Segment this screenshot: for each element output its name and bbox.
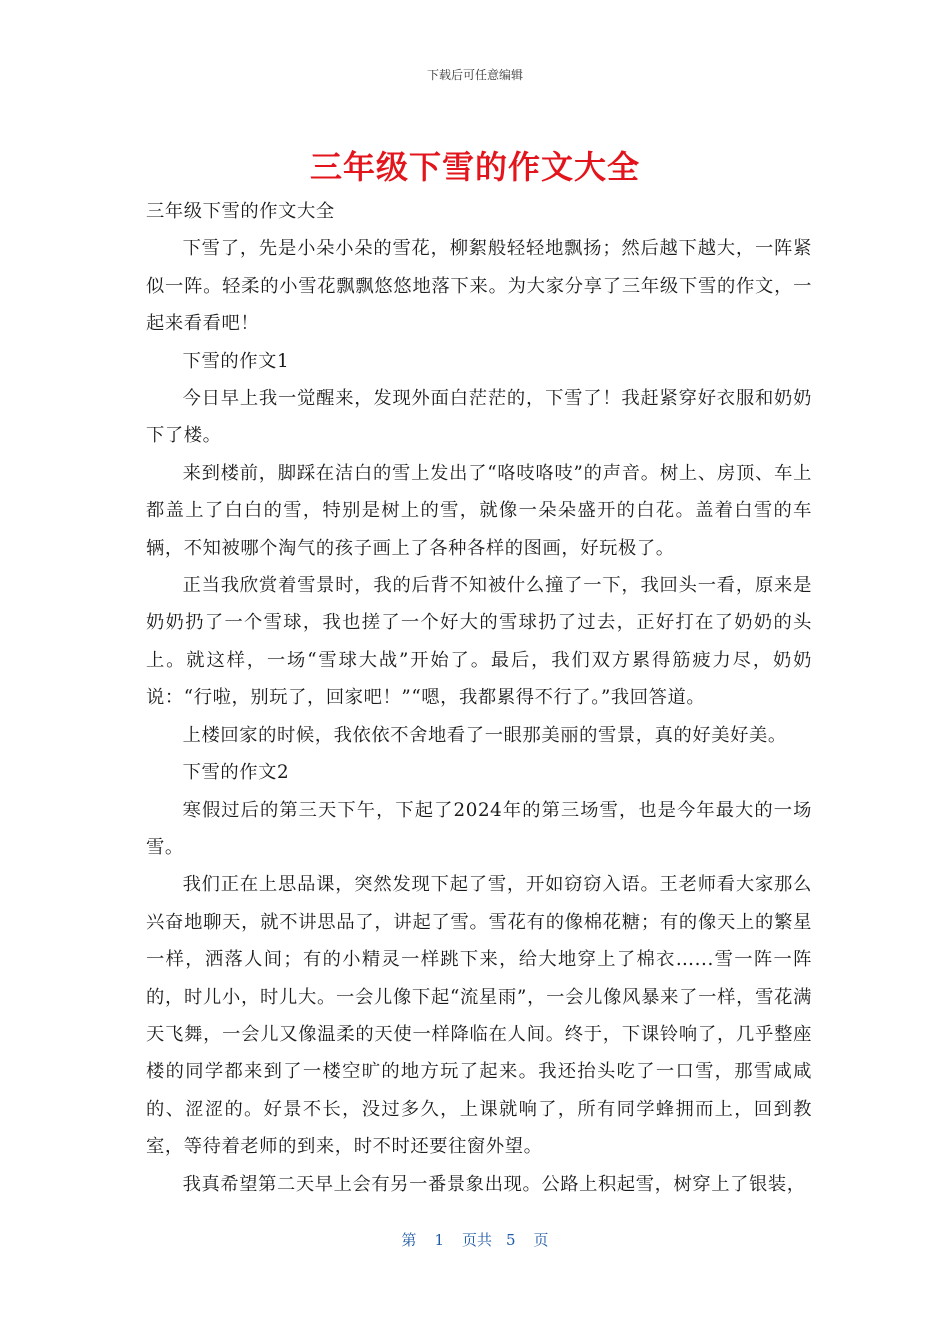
document-body (146, 193, 812, 1203)
section-heading-2: 下雪的作文2 (182, 762, 290, 784)
footer-suffix: 页 (533, 1231, 549, 1249)
body-paragraph: 正当我欣赏着雪景时，我的后背不知被什么撞了一下，我回头一看，原来是奶奶扔了一个雪球，我也搓了一个好大的雪球扔了过去，正好打在了奶奶的头上。就这样，一场“雪球大战”开始了。最后，我们双方累得筋疲力尽，奶奶说：“行啦，别玩了，回家吧！”“嗯，我都累得不行了。”我回答道。 (146, 575, 812, 709)
section-heading-1: 下雪的作文1 (182, 350, 290, 372)
document-title: 三年级下雪的作文大全 (309, 148, 640, 186)
intro-paragraph: 下雪了，先是小朵小朵的雪花，柳絮般轻轻地飘扬；然后越下越大，一阵紧似一阵。轻柔的小雪花飘飘悠悠地落下来。为大家分享了三年级下雪的作文，一起来看看吧！ (146, 238, 812, 335)
body-paragraph: 我真希望第二天早上会有另一番景象出现。公路上积起雪，树穿上了银装， (182, 1173, 806, 1195)
footer-middle: 页共 (461, 1231, 492, 1249)
footer-prefix: 第 (401, 1231, 417, 1249)
header-note: 下载后可任意编辑 (426, 68, 523, 82)
footer-page-number: 1 (434, 1231, 444, 1249)
body-paragraph: 上楼回家的时候，我依依不舍地看了一眼那美丽的雪景，真的好美好美。 (182, 724, 787, 746)
footer-total-pages: 5 (506, 1231, 516, 1249)
body-paragraph: 今日早上我一觉醒来，发现外面白茫茫的，下雪了！我赶紧穿好衣服和奶奶下了楼。 (146, 388, 812, 447)
body-paragraph: 我们正在上思品课，突然发现下起了雪，开如窃窃入语。王老师看大家那么兴奋地聊天，就不讲思品了，讲起了雪。雪花有的像棉花糖；有的像天上的繁星一样，洒落人间；有的小精灵一样跳下来，给大地穿上了棉衣…...雪一阵一阵的，时儿小，时儿大。一会儿像下起“流星雨”，一会儿像风暴来了一样，雪花满天飞舞，一会儿又像温柔的天使一样降临在人间。终于，下课铃响了，几乎整座楼的同学都来到了一楼空旷的地方玩了起来。我还抬头吃了一口雪，那雪咸咸的、涩涩的。好景不长，没过多久，上课就响了，所有同学蜂拥而上，回到教室，等待着老师的到来，时不时还要往窗外望。 (146, 874, 812, 1158)
body-paragraph: 寒假过后的第三天下午，下起了2024年的第三场雪，也是今年最大的一场雪。 (146, 799, 812, 858)
body-paragraph: 来到楼前，脚踩在洁白的雪上发出了“咯吱咯吱”的声音。树上、房顶、车上都盖上了白白的雪，特别是树上的雪，就像一朵朵盛开的白花。盖着白雪的车辆，不知被哪个淘气的孩子画上了各种各样的图画，好玩极了。 (146, 462, 812, 559)
subtitle-paragraph: 三年级下雪的作文大全 (146, 201, 335, 222)
page-footer (0, 1229, 950, 1250)
